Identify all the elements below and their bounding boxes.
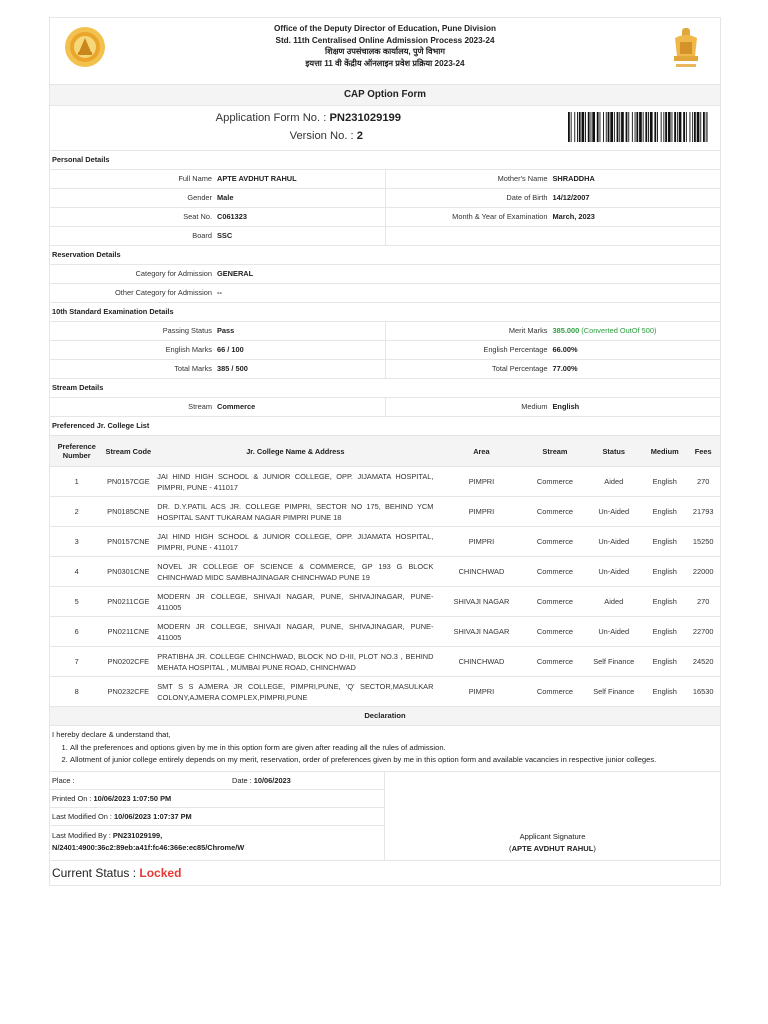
- table-row: [50, 497, 720, 527]
- table-row: [50, 557, 720, 587]
- other-category-value: --: [217, 288, 222, 297]
- college-name: PRATIBHA JR. COLLEGE CHINCHWAD, BLOCK NO D-III, PLOT NO.3 , BEHIND MEHATA HOSPITAL , MUMBAI PUNE ROAD, CHINCHWAD: [153, 647, 437, 677]
- current-status-value: Locked: [139, 865, 182, 880]
- place-date-row: [50, 772, 384, 790]
- declaration-title: Declaration: [50, 707, 720, 726]
- medium-label: Medium: [521, 402, 548, 411]
- status: Self Finance: [584, 677, 643, 707]
- stream: Commerce: [525, 497, 584, 527]
- version-number: 2: [356, 130, 363, 142]
- barcode-icon: [568, 112, 708, 142]
- barcode-bar: [663, 112, 664, 142]
- header-line-3: शिक्षण उपसंचालक कार्यालय, पुणे विभाग: [325, 47, 445, 57]
- form-title: CAP Option Form: [50, 85, 720, 106]
- fees: 24520: [686, 647, 720, 677]
- barcode-bar: [657, 112, 658, 142]
- barcode-bar: [621, 112, 624, 142]
- dob-value: 14/12/2007: [552, 193, 590, 202]
- barcode-bar: [683, 112, 685, 142]
- status: Un-Aided: [584, 557, 643, 587]
- last-modified-by-value: PN231029199,: [112, 830, 163, 840]
- signature-name: APTE AVDHUT RAHUL: [511, 843, 594, 853]
- pref-number: 3: [50, 527, 103, 557]
- barcode-bar: [574, 112, 575, 142]
- medium: English: [643, 677, 686, 707]
- stream-code: PN0157CGE: [103, 467, 153, 497]
- barcode-bar: [610, 112, 613, 142]
- other-category-label: Other Category for Admission: [115, 288, 212, 297]
- merit-marks-label: Merit Marks: [508, 326, 548, 335]
- barcode-bar: [632, 112, 633, 142]
- header-line-1: Office of the Deputy Director of Education, Pune Division: [274, 24, 496, 33]
- declaration-intro: I hereby declare & understand that,: [52, 730, 171, 739]
- barcode-bar: [597, 112, 599, 142]
- exam-month-label: Month & Year of Examination: [452, 212, 548, 221]
- section-reservation-details: Reservation Details: [50, 246, 720, 265]
- college-name: JAI HIND HIGH SCHOOL & JUNIOR COLLEGE, OPP. JIJAMATA HOSPITAL, PIMPRI, PUNE - 411017: [153, 467, 437, 497]
- barcode-bar: [694, 112, 696, 142]
- pref-number: 6: [50, 617, 103, 647]
- stream: Commerce: [525, 617, 584, 647]
- header-line-4: इयत्ता 11 वी केंद्रीय ऑनलाइन प्रवेश प्रक्रिया 2023-24: [305, 59, 465, 69]
- total-marks-label: Total Marks: [174, 364, 212, 373]
- area: CHINCHWAD: [437, 647, 525, 677]
- stream-code: PN0185CNE: [103, 497, 153, 527]
- fees: 22700: [686, 617, 720, 647]
- status: Aided: [584, 467, 643, 497]
- barcode-bar: [591, 112, 592, 142]
- applicant-signature: Applicant Signature (APTE AVDHUT RAHUL): [385, 831, 720, 855]
- fees: 21793: [686, 497, 720, 527]
- stream-code: PN0301CNE: [103, 557, 153, 587]
- fees: 15250: [686, 527, 720, 557]
- total-percentage-value: 77.00%: [552, 364, 578, 373]
- total-marks-value: 385 / 500: [217, 364, 248, 373]
- stream: Commerce: [525, 557, 584, 587]
- pref-number: 8: [50, 677, 103, 707]
- table-row: [50, 467, 720, 497]
- stream-code: PN0202CFE: [103, 647, 153, 677]
- total-percentage-label: Total Percentage: [492, 364, 548, 373]
- col-fees: Fees: [686, 436, 720, 467]
- stream: Commerce: [525, 647, 584, 677]
- barcode-bar: [617, 112, 619, 142]
- barcode-bar: [619, 112, 620, 142]
- passing-status-value: Pass: [217, 326, 235, 335]
- barcode-bar: [674, 112, 676, 142]
- passing-status-label: Passing Status: [162, 326, 212, 335]
- english-percentage-label: English Percentage: [483, 345, 548, 354]
- declaration-point: 1. All the preferences and options given by me in this option form are given after reading all the rules of admission.: [70, 742, 718, 755]
- cap-option-form: [49, 17, 721, 886]
- pref-number: 1: [50, 467, 103, 497]
- version-line: [290, 130, 363, 142]
- header-text: [50, 23, 720, 70]
- category-label: Category for Admission: [135, 269, 212, 278]
- detail-row: [50, 170, 720, 189]
- college-name: JAI HIND HIGH SCHOOL & JUNIOR COLLEGE, OPP. JIJAMATA HOSPITAL, PIMPRI, PUNE - 411017: [153, 527, 437, 557]
- barcode-bar: [639, 112, 642, 142]
- status: Aided: [584, 587, 643, 617]
- footer-block: [50, 772, 720, 861]
- medium: English: [643, 467, 686, 497]
- barcode-bar: [579, 112, 581, 142]
- stream: Commerce: [525, 527, 584, 557]
- merit-marks-value: 385.000: [552, 326, 580, 335]
- area: SHIVAJI NAGAR: [437, 587, 525, 617]
- english-percentage-value: 66.00%: [552, 345, 578, 354]
- barcode-bar: [585, 112, 586, 142]
- col-preference-number: Preference Number: [50, 436, 103, 467]
- barcode-bar: [708, 112, 709, 142]
- last-modified-value: 10/06/2023 1:07:37 PM: [114, 811, 192, 821]
- table-row: [50, 587, 720, 617]
- seat-value: C061323: [217, 212, 247, 221]
- medium: English: [643, 527, 686, 557]
- col-stream: Stream: [525, 436, 584, 467]
- barcode-bar: [571, 112, 572, 142]
- stream-label: Stream: [188, 402, 212, 411]
- barcode-bar: [614, 112, 615, 142]
- header-line-2: Std. 11th Centralised Online Admission Process 2023-24: [275, 35, 495, 45]
- stream: Commerce: [525, 677, 584, 707]
- section-exam-details: 10th Standard Examination Details: [50, 303, 720, 322]
- barcode-bar: [665, 112, 667, 142]
- barcode-bar: [648, 112, 649, 142]
- declaration-point: 2. Allotment of junior college entirely depends on my merit, reservation, order of preferences given by me in this option form and available vacancies in respective junior colleges.: [70, 754, 718, 767]
- fees: 22000: [686, 557, 720, 587]
- signature-label: Applicant Signature: [519, 831, 586, 841]
- full-name-label: Full Name: [178, 174, 212, 183]
- barcode-bar: [703, 112, 705, 142]
- printed-on-value: 10/06/2023 1:07:50 PM: [93, 793, 172, 803]
- college-name: MODERN JR COLLEGE, SHIVAJI NAGAR, PUNE, SHIVAJINAGAR, PUNE- 411005: [153, 587, 437, 617]
- table-row: [50, 677, 720, 707]
- college-name: NOVEL JR COLLEGE OF SCIENCE & COMMERCE, GP 193 G BLOCK CHINCHWAD MIDC SAMBHAJINAGAR CHINCHWAD PUNE 19: [153, 557, 437, 587]
- current-status-label: Current Status :: [52, 865, 137, 880]
- area: PIMPRI: [437, 497, 525, 527]
- pref-number: 5: [50, 587, 103, 617]
- status: Un-Aided: [584, 617, 643, 647]
- printed-on-row: [50, 790, 384, 808]
- date-label: Date :: [232, 775, 252, 785]
- medium: English: [643, 647, 686, 677]
- detail-row: [50, 208, 720, 227]
- barcode-bar: [643, 112, 644, 142]
- col-stream-code: Stream Code: [103, 436, 153, 467]
- table-header-row: [50, 436, 720, 467]
- barcode-bar: [692, 112, 693, 142]
- medium: English: [643, 557, 686, 587]
- last-modified-by-label: Last Modified By :: [52, 830, 111, 840]
- table-row: [50, 617, 720, 647]
- category-value: GENERAL: [217, 269, 254, 278]
- board-label: Board: [192, 231, 212, 240]
- last-modified-label: Last Modified On :: [52, 811, 112, 821]
- detail-row: [50, 398, 720, 417]
- form-header: [50, 18, 720, 85]
- stream: Commerce: [525, 587, 584, 617]
- section-college-list: Preferenced Jr. College List: [50, 417, 720, 436]
- current-status: [50, 861, 720, 885]
- date-value: 10/06/2023: [253, 775, 291, 785]
- barcode-bar: [606, 112, 607, 142]
- medium: English: [643, 497, 686, 527]
- status: Self Finance: [584, 647, 643, 677]
- stream-code: PN0157CNE: [103, 527, 153, 557]
- status: Un-Aided: [584, 497, 643, 527]
- barcode-bar: [700, 112, 701, 142]
- area: PIMPRI: [437, 467, 525, 497]
- last-modified-by-device: N/2401:4900:36c2:89eb:a41f:fc46:366e:ec85/Chrome/W: [52, 842, 245, 852]
- stream-code: PN0211CGE: [103, 587, 153, 617]
- barcode-bar: [677, 112, 678, 142]
- fees: 16530: [686, 677, 720, 707]
- barcode-bar: [679, 112, 682, 142]
- last-modified-by-row: [50, 826, 384, 860]
- stream-code: PN0211CNE: [103, 617, 153, 647]
- last-modified-row: [50, 808, 384, 826]
- medium: English: [643, 617, 686, 647]
- barcode-bar: [600, 112, 601, 142]
- gender-label: Gender: [187, 193, 212, 202]
- barcode-bar: [582, 112, 585, 142]
- col-area: Area: [437, 436, 525, 467]
- fees: 270: [686, 467, 720, 497]
- detail-row: [50, 227, 720, 246]
- barcode-bar: [628, 112, 629, 142]
- barcode-bar: [661, 112, 662, 142]
- barcode-bar: [706, 112, 707, 142]
- barcode-bar: [690, 112, 691, 142]
- col-college-name: Jr. College Name & Address: [153, 436, 437, 467]
- barcode-bar: [654, 112, 656, 142]
- application-info: [50, 106, 720, 151]
- area: SHIVAJI NAGAR: [437, 617, 525, 647]
- barcode-bar: [672, 112, 673, 142]
- section-personal-details: Personal Details: [50, 151, 720, 170]
- table-row: [50, 647, 720, 677]
- medium-value: English: [552, 402, 580, 411]
- mother-name-label: Mother's Name: [497, 174, 548, 183]
- full-name-value: APTE AVDHUT RAHUL: [217, 174, 297, 183]
- application-number: PN231029199: [329, 112, 401, 124]
- printed-on-label: Printed On :: [52, 793, 92, 803]
- barcode-bar: [577, 112, 578, 142]
- pref-number: 7: [50, 647, 103, 677]
- barcode-bar: [635, 112, 636, 142]
- application-number-line: [216, 112, 401, 124]
- barcode-bar: [697, 112, 700, 142]
- barcode-bar: [636, 112, 638, 142]
- fees: 270: [686, 587, 720, 617]
- pref-number: 2: [50, 497, 103, 527]
- barcode-bar: [650, 112, 653, 142]
- area: PIMPRI: [437, 527, 525, 557]
- status: Un-Aided: [584, 527, 643, 557]
- detail-row: [50, 189, 720, 208]
- barcode-bar: [592, 112, 595, 142]
- college-name: DR. D.Y.PATIL ACS JR. COLLEGE PIMPRI, SECTOR NO 175, BEHIND YCM HOSPITAL SANT TUKARAM NAGAR PIMPRI PUNE 18: [153, 497, 437, 527]
- area: CHINCHWAD: [437, 557, 525, 587]
- barcode-bar: [626, 112, 628, 142]
- barcode-bar: [568, 112, 570, 142]
- barcode-bar: [588, 112, 590, 142]
- exam-month-value: March, 2023: [552, 212, 595, 221]
- col-status: Status: [584, 436, 643, 467]
- application-number-label: Application Form No. :: [215, 112, 327, 124]
- version-label: Version No. :: [289, 130, 354, 142]
- col-medium: Medium: [643, 436, 686, 467]
- mother-name-value: SHRADDHA: [552, 174, 595, 183]
- detail-row: [50, 341, 720, 360]
- pref-number: 4: [50, 557, 103, 587]
- seat-label: Seat No.: [183, 212, 212, 221]
- college-name: SMT S S AJMERA JR COLLEGE, PIMPRI,PUNE, 'Q' SECTOR,MASULKAR COLONY,AJMERA COMPLEX,PIMPRI,PUNE: [153, 677, 437, 707]
- national-emblem-icon: [666, 24, 706, 74]
- dob-label: Date of Birth: [506, 193, 548, 202]
- medium: English: [643, 587, 686, 617]
- detail-row: [50, 322, 720, 341]
- college-preference-table: [50, 436, 720, 707]
- merit-marks-note: (Converted OutOf 500): [581, 326, 657, 335]
- barcode-bar: [608, 112, 610, 142]
- english-marks-label: English Marks: [165, 345, 212, 354]
- board-value: SSC: [217, 231, 233, 240]
- english-marks-value: 66 / 100: [217, 345, 244, 354]
- declaration-text: [50, 726, 720, 772]
- barcode-bar: [668, 112, 671, 142]
- barcode-bar: [686, 112, 687, 142]
- detail-row: [50, 360, 720, 379]
- barcode-bar: [645, 112, 647, 142]
- college-name: MODERN JR COLLEGE, SHIVAJI NAGAR, PUNE, SHIVAJINAGAR, PUNE- 411005: [153, 617, 437, 647]
- detail-row: [50, 284, 720, 303]
- table-row: [50, 527, 720, 557]
- area: PIMPRI: [437, 677, 525, 707]
- stream-value: Commerce: [217, 402, 256, 411]
- gender-value: Male: [217, 193, 234, 202]
- stream-code: PN0232CFE: [103, 677, 153, 707]
- place-label: Place :: [52, 775, 75, 785]
- detail-row: [50, 265, 720, 284]
- stream: Commerce: [525, 467, 584, 497]
- barcode-bar: [603, 112, 604, 142]
- section-stream-details: Stream Details: [50, 379, 720, 398]
